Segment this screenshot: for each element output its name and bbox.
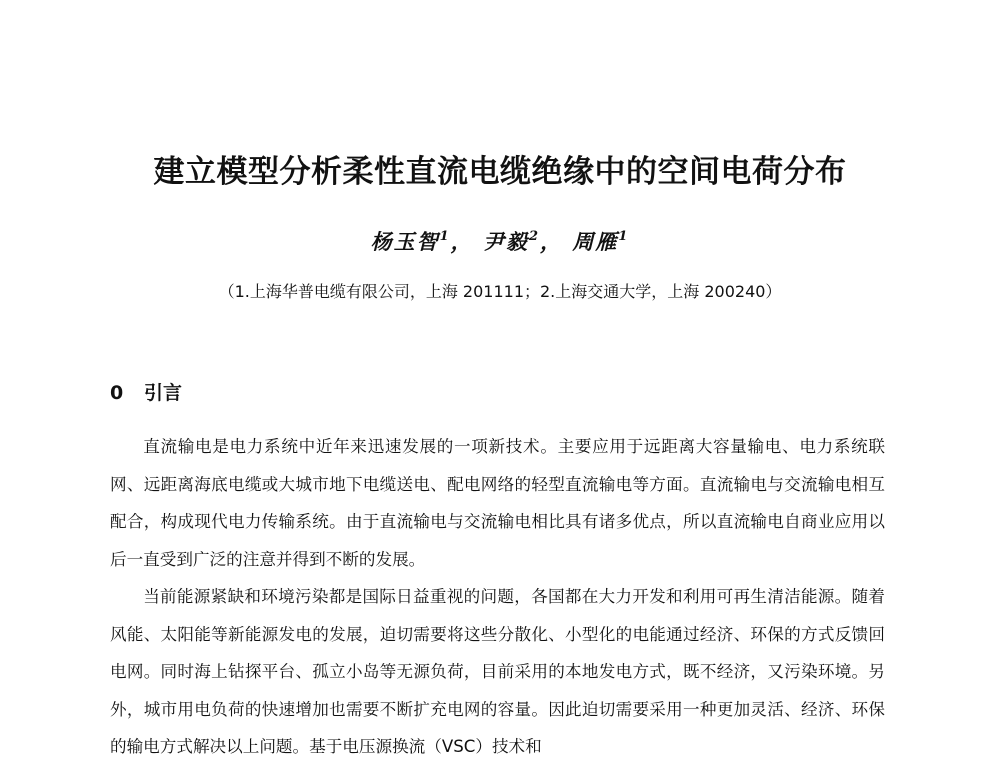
author-list	[0, 227, 1000, 257]
author-name: 尹毅	[482, 229, 529, 254]
author-affiliation-mark: 1	[439, 229, 451, 244]
author-affiliation-mark: 2	[528, 229, 541, 244]
author-name: 周雁	[572, 229, 619, 254]
section-heading	[110, 380, 182, 406]
section-title: 引言	[144, 382, 183, 404]
body-text	[110, 428, 885, 766]
author-affiliation-mark: 1	[618, 229, 630, 244]
paragraph: 直流输电是电力系统中近年来迅速发展的一项新技术。主要应用于远距离大容量输电、电力系统联网、远距离海底电缆或大城市地下电缆送电、配电网络的轻型直流输电等方面。直流输电与交流输电相互配合，构成现代电力传输系统。由于直流输电与交流输电相比具有诸多优点，所以直流输电自商业应用以后一直受到广泛的注意并得到不断的发展。	[110, 437, 885, 569]
paper-title: 建立模型分析柔性直流电缆绝缘中的空间电荷分布	[153, 154, 847, 190]
section-number: 0	[110, 382, 124, 404]
author-separator: ，	[450, 229, 474, 254]
affiliations: （1.上海华普电缆有限公司，上海 201111；2.上海交通大学，上海 200240）	[218, 282, 782, 301]
paragraph: 当前能源紧缺和环境污染都是国际日益重视的问题，各国都在大力开发和利用可再生清洁能源。随着风能、太阳能等新能源发电的发展，迫切需要将这些分散化、小型化的电能通过经济、环保的方式反馈回电网。同时海上钻探平台、孤立小岛等无源负荷，目前采用的本地发电方式，既不经济，又污染环境。另外，城市用电负荷的快速增加也需要不断扩充电网的容量。因此迫切需要采用一种更加灵活、经济、环保的输电方式解决以上问题。基于电压源换流（VSC）技术和	[110, 587, 885, 756]
author-name: 杨玉智	[370, 229, 440, 254]
author-separator: ，	[540, 229, 564, 254]
